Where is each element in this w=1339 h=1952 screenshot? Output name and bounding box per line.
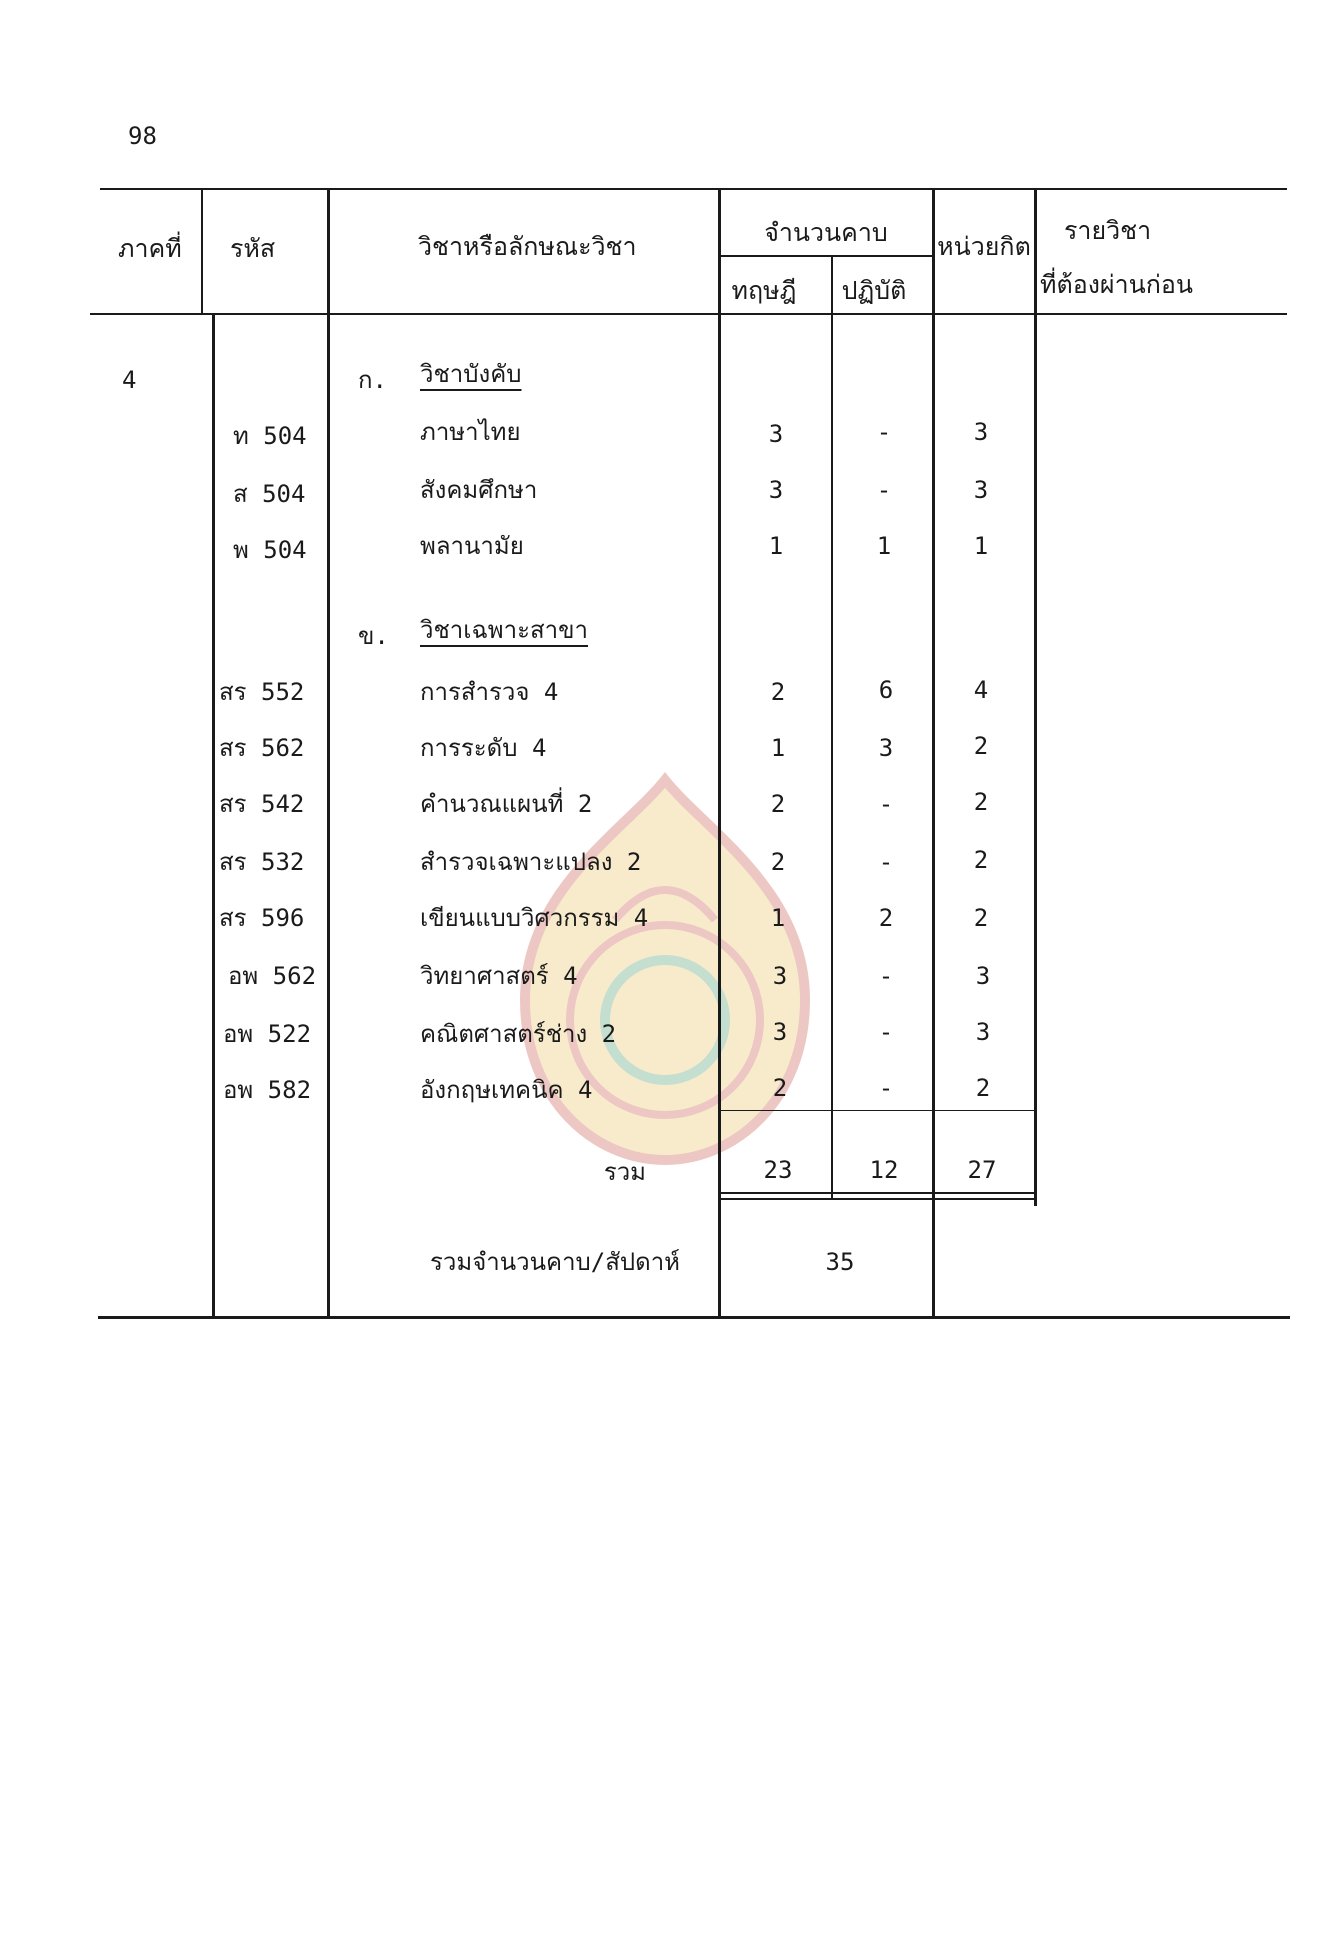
row-credits: 3 <box>975 1018 991 1046</box>
row-name: พลานามัย <box>420 532 524 560</box>
row-code: ท 504 <box>233 422 307 450</box>
row-name: สำรวจเฉพาะแปลง 2 <box>420 848 642 876</box>
row-name: คณิตศาสตร์ช่าง 2 <box>420 1020 617 1048</box>
col-line-1 <box>201 190 203 314</box>
row-name: ภาษาไทย <box>420 418 521 446</box>
row-code: สร 552 <box>219 678 305 706</box>
row-credits: 2 <box>973 846 989 874</box>
row-theory: 3 <box>772 962 788 990</box>
header-theory: ทฤษฎี <box>731 276 797 305</box>
total-theory: 23 <box>763 1156 793 1184</box>
row-credits: 1 <box>973 532 989 560</box>
section-a-title: วิชาบังคับ <box>420 360 522 388</box>
table-bottom-rule <box>98 1316 1290 1319</box>
row-credits: 2 <box>975 1074 991 1102</box>
subheader-rule <box>720 255 935 257</box>
row-code: สร 532 <box>219 848 305 876</box>
total-credits: 27 <box>967 1156 997 1184</box>
col-line-5 <box>932 190 935 1316</box>
header-credits: หน่วยกิต <box>937 232 1031 261</box>
row-theory: 3 <box>772 1018 788 1046</box>
row-name: การสำรวจ 4 <box>420 678 559 706</box>
header-prereq-2: ที่ต้องผ่านก่อน <box>1040 270 1193 299</box>
total-label: รวม <box>603 1158 646 1186</box>
row-theory: 2 <box>770 848 786 876</box>
row-name: การระดับ 4 <box>420 734 547 762</box>
row-name: สังคมศึกษา <box>420 476 538 504</box>
section-b-title: วิชาเฉพาะสาขา <box>420 616 588 644</box>
row-practice: 2 <box>878 904 894 932</box>
row-practice: - <box>878 848 894 876</box>
row-code: สร 596 <box>219 904 305 932</box>
row-theory: 1 <box>770 734 786 762</box>
header-code: รหัส <box>230 234 276 263</box>
row-credits: 3 <box>973 476 989 504</box>
total-periods-value: 35 <box>825 1248 855 1276</box>
header-subject: วิชาหรือลักษณะวิชา <box>418 232 637 261</box>
header-bottom-rule <box>90 313 1287 315</box>
row-practice: - <box>878 962 894 990</box>
row-name: เขียนแบบวิศวกรรม 4 <box>420 904 649 932</box>
col-line-6 <box>1034 190 1037 1206</box>
section-b-marker: ข. <box>358 622 389 650</box>
row-name: อังกฤษเทคนิค 4 <box>420 1076 593 1104</box>
row-credits: 2 <box>973 788 989 816</box>
col-line-2 <box>327 190 330 1316</box>
row-name: วิทยาศาสตร์ 4 <box>420 962 578 990</box>
page-number: 98 <box>128 122 157 150</box>
row-practice: 6 <box>878 676 894 704</box>
row-credits: 3 <box>973 418 989 446</box>
row-practice: - <box>876 418 892 446</box>
totals-double-rule-1 <box>720 1192 1036 1194</box>
row-credits: 4 <box>973 676 989 704</box>
row-theory: 2 <box>770 790 786 818</box>
row-code: สร 542 <box>219 790 305 818</box>
row-name: คำนวณแผนที่ 2 <box>420 790 593 818</box>
row-practice: - <box>878 1018 894 1046</box>
total-periods-label: รวมจำนวนคาบ/สัปดาห์ <box>430 1248 680 1276</box>
row-theory: 2 <box>770 678 786 706</box>
semester-value: 4 <box>122 366 137 394</box>
header-semester: ภาคที่ <box>118 234 182 263</box>
row-code: ส 504 <box>233 480 306 508</box>
row-theory: 2 <box>772 1074 788 1102</box>
row-code: อพ 522 <box>223 1020 312 1048</box>
row-practice: 1 <box>876 532 892 560</box>
row-theory: 3 <box>768 476 784 504</box>
col-line-1b <box>212 314 215 1316</box>
row-credits: 2 <box>973 904 989 932</box>
col-line-4 <box>831 255 833 1200</box>
row-practice: - <box>878 790 894 818</box>
row-code: พ 504 <box>233 536 307 564</box>
section-a-marker: ก. <box>358 366 387 394</box>
header-practice: ปฏิบัติ <box>841 276 907 305</box>
header-periods: จำนวนคาบ <box>764 218 888 247</box>
row-credits: 2 <box>973 732 989 760</box>
totals-double-rule-2 <box>720 1198 1036 1200</box>
col-line-3 <box>718 190 721 1316</box>
row-code: อพ 562 <box>228 962 317 990</box>
row-practice: - <box>878 1074 894 1102</box>
row-practice: 3 <box>878 734 894 762</box>
totals-top-rule <box>720 1110 1036 1111</box>
row-theory: 1 <box>768 532 784 560</box>
row-credits: 3 <box>975 962 991 990</box>
row-code: สร 562 <box>219 734 305 762</box>
header-prereq-1: รายวิชา <box>1064 216 1152 245</box>
row-practice: - <box>876 476 892 504</box>
table-top-rule <box>100 188 1287 190</box>
row-theory: 3 <box>768 420 784 448</box>
row-theory: 1 <box>770 904 786 932</box>
row-code: อพ 582 <box>223 1076 312 1104</box>
total-practice: 12 <box>869 1156 899 1184</box>
